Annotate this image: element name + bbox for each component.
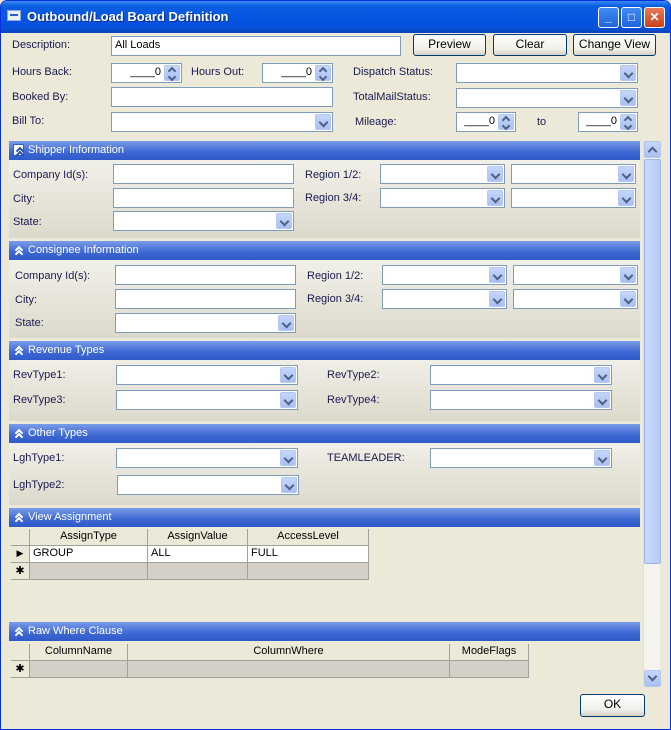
title-bar[interactable] — [1, 1, 670, 33]
grid-column-header[interactable]: ModeFlags — [450, 644, 529, 661]
revenue-panel — [9, 341, 640, 421]
consignee-region2-select[interactable] — [513, 265, 638, 285]
consignee-panel-title: Consignee Information — [28, 244, 139, 256]
collapse-chevron-icon[interactable] — [13, 144, 24, 156]
bill-to-label: Bill To: — [12, 115, 45, 127]
consignee-state-label: State: — [15, 317, 44, 329]
dropdown-arrow-icon[interactable] — [620, 65, 636, 81]
consignee-region34-label: Region 3/4: — [307, 293, 364, 305]
raw-where-panel — [9, 622, 640, 688]
totalmail-status-label: TotalMailStatus: — [353, 91, 431, 103]
consignee-city-input[interactable] — [115, 289, 296, 309]
revtype1-select[interactable] — [116, 365, 298, 385]
maximize-button[interactable] — [621, 7, 642, 28]
ok-button[interactable]: OK — [580, 694, 645, 717]
consignee-city-label: City: — [15, 294, 37, 306]
lghtype1-select[interactable] — [116, 448, 298, 468]
dropdown-arrow-icon[interactable] — [620, 291, 636, 307]
collapse-chevron-icon[interactable] — [13, 625, 24, 637]
other-types-panel-header[interactable] — [9, 424, 640, 443]
revtype1-label: RevType1: — [13, 369, 66, 381]
mileage-to-spinner[interactable] — [578, 112, 638, 132]
dropdown-arrow-icon[interactable] — [594, 392, 610, 408]
hours-out-spinner[interactable] — [262, 63, 333, 83]
lghtype1-label: LghType1: — [13, 452, 65, 464]
dropdown-arrow-icon[interactable] — [276, 213, 292, 229]
revenue-panel-title: Revenue Types — [28, 344, 105, 356]
shipper-state-label: State: — [13, 216, 42, 228]
new-row-cell[interactable] — [128, 661, 450, 678]
dropdown-arrow-icon[interactable] — [594, 367, 610, 383]
dropdown-arrow-icon[interactable] — [618, 190, 634, 206]
mileage-from-spinner[interactable] — [456, 112, 516, 132]
dropdown-arrow-icon[interactable] — [489, 291, 505, 307]
raw-where-panel-title: Raw Where Clause — [28, 625, 123, 637]
clear-button[interactable]: Clear — [493, 34, 567, 56]
revtype3-select[interactable] — [116, 390, 298, 410]
consignee-state-select[interactable] — [115, 313, 296, 333]
consignee-panel-header[interactable] — [9, 241, 640, 260]
shipper-region12-label: Region 1/2: — [305, 169, 362, 181]
totalmail-status-select[interactable] — [456, 88, 638, 108]
dropdown-arrow-icon[interactable] — [280, 450, 296, 466]
scroll-up-icon[interactable] — [644, 141, 661, 158]
dropdown-arrow-icon[interactable] — [280, 392, 296, 408]
hours-back-label: Hours Back: — [12, 66, 72, 78]
description-label: Description: — [12, 39, 71, 51]
dropdown-arrow-icon[interactable] — [280, 367, 296, 383]
minimize-icon: _ — [605, 10, 612, 24]
dropdown-arrow-icon[interactable] — [620, 267, 636, 283]
app-icon — [7, 10, 21, 21]
collapse-chevron-icon[interactable] — [13, 244, 24, 256]
revtype2-select[interactable] — [430, 365, 612, 385]
mileage-to-value: ____0 — [586, 115, 617, 127]
shipper-panel-title: Shipper Information — [28, 144, 124, 156]
shipper-city-label: City: — [13, 193, 35, 205]
new-row-cell[interactable] — [248, 563, 369, 580]
spinner-icon[interactable] — [164, 65, 180, 81]
shipper-city-input[interactable] — [113, 188, 294, 208]
shipper-state-select[interactable] — [113, 211, 294, 231]
grid-cell[interactable]: GROUP — [30, 546, 148, 563]
grid-column-header[interactable]: ColumnWhere — [128, 644, 450, 661]
grid-row-header-corner — [11, 529, 30, 546]
lghtype2-label: LghType2: — [13, 479, 65, 491]
dropdown-arrow-icon[interactable] — [278, 315, 294, 331]
view-assignment-grid[interactable] — [11, 529, 638, 619]
shipper-company-input[interactable] — [113, 164, 294, 184]
close-button[interactable] — [644, 7, 665, 28]
grid-column-header[interactable]: AssignValue — [148, 529, 248, 546]
other-types-panel — [9, 424, 640, 505]
maximize-icon: □ — [627, 10, 636, 24]
shipper-region2-select[interactable] — [511, 164, 636, 184]
shipper-region4-select[interactable] — [511, 188, 636, 208]
vertical-scrollbar[interactable] — [643, 141, 660, 687]
revtype4-select[interactable] — [430, 390, 612, 410]
collapse-chevron-icon[interactable] — [13, 344, 24, 356]
other-types-panel-title: Other Types — [28, 427, 88, 439]
shipper-region3-select[interactable] — [380, 188, 505, 208]
new-row-cell[interactable] — [148, 563, 248, 580]
dropdown-arrow-icon[interactable] — [315, 114, 331, 130]
new-row-cell[interactable] — [450, 661, 529, 678]
description-input[interactable]: All Loads — [111, 36, 401, 56]
dropdown-arrow-icon[interactable] — [487, 190, 503, 206]
consignee-region3-select[interactable] — [382, 289, 507, 309]
consignee-company-input[interactable] — [115, 265, 296, 285]
dispatch-status-select[interactable] — [456, 63, 638, 83]
collapse-chevron-icon[interactable] — [13, 427, 24, 439]
hours-back-value: ____0 — [130, 66, 161, 78]
consignee-region12-label: Region 1/2: — [307, 270, 364, 282]
mileage-to-label: to — [537, 116, 547, 128]
consignee-panel — [9, 241, 640, 338]
new-row-marker-icon[interactable]: ✱ — [11, 661, 30, 678]
grid-row-header-corner — [11, 644, 30, 661]
dispatch-status-label: Dispatch Status: — [353, 66, 434, 78]
raw-where-panel-header[interactable] — [9, 622, 640, 641]
teamleader-label: TEAMLEADER: — [327, 452, 405, 464]
consignee-region1-select[interactable] — [382, 265, 507, 285]
raw-where-grid[interactable] — [11, 644, 638, 688]
spinner-icon[interactable] — [620, 114, 636, 130]
hours-out-label: Hours Out: — [191, 66, 245, 78]
mileage-label: Mileage: — [355, 116, 397, 128]
revenue-panel-header[interactable] — [9, 341, 640, 360]
hours-out-value: ____0 — [281, 66, 312, 78]
shipper-panel — [9, 141, 640, 238]
mileage-from-value: ____0 — [464, 115, 495, 127]
shipper-region1-select[interactable] — [380, 164, 505, 184]
window-title: Outbound/Load Board Definition — [27, 9, 229, 24]
preview-button[interactable]: Preview — [413, 34, 486, 56]
view-assignment-panel-header[interactable] — [9, 508, 640, 527]
booked-by-label: Booked By: — [12, 91, 69, 103]
consignee-company-label: Company Id(s): — [15, 270, 91, 282]
spinner-icon[interactable] — [498, 114, 514, 130]
teamleader-select[interactable] — [430, 448, 612, 468]
view-assignment-panel-title: View Assignment — [28, 511, 112, 523]
shipper-region34-label: Region 3/4: — [305, 192, 362, 204]
dropdown-arrow-icon[interactable] — [594, 450, 610, 466]
hours-back-spinner[interactable] — [111, 63, 182, 83]
shipper-panel-header[interactable] — [9, 141, 640, 160]
grid-column-header[interactable]: ColumnName — [30, 644, 128, 661]
lghtype2-select[interactable] — [117, 475, 299, 495]
booked-by-input[interactable] — [111, 87, 333, 107]
view-assignment-panel — [9, 508, 640, 620]
dropdown-arrow-icon[interactable] — [489, 267, 505, 283]
grid-cell[interactable]: FULL — [248, 546, 369, 563]
dropdown-arrow-icon[interactable] — [487, 166, 503, 182]
shipper-company-label: Company Id(s): — [13, 169, 89, 181]
change-view-button[interactable]: Change View — [573, 34, 656, 56]
dropdown-arrow-icon[interactable] — [618, 166, 634, 182]
collapse-chevron-icon[interactable] — [13, 511, 24, 523]
new-row-marker-icon[interactable]: ✱ — [11, 563, 30, 580]
scroll-thumb[interactable] — [644, 159, 661, 564]
revtype2-label: RevType2: — [327, 369, 380, 381]
spinner-icon[interactable] — [315, 65, 331, 81]
scroll-down-icon[interactable] — [644, 670, 661, 687]
close-icon: ✕ — [649, 10, 660, 24]
current-row-marker-icon[interactable]: ▶ — [11, 546, 30, 563]
new-row-cell[interactable] — [30, 661, 128, 678]
revtype4-label: RevType4: — [327, 394, 380, 406]
minimize-button[interactable] — [598, 7, 619, 28]
bill-to-select[interactable] — [111, 112, 333, 132]
grid-column-header[interactable]: AccessLevel — [248, 529, 369, 546]
dropdown-arrow-icon[interactable] — [620, 90, 636, 106]
consignee-region4-select[interactable] — [513, 289, 638, 309]
grid-column-header[interactable]: AssignType — [30, 529, 148, 546]
new-row-cell[interactable] — [30, 563, 148, 580]
dropdown-arrow-icon[interactable] — [281, 477, 297, 493]
revtype3-label: RevType3: — [13, 394, 66, 406]
grid-cell[interactable]: ALL — [148, 546, 248, 563]
